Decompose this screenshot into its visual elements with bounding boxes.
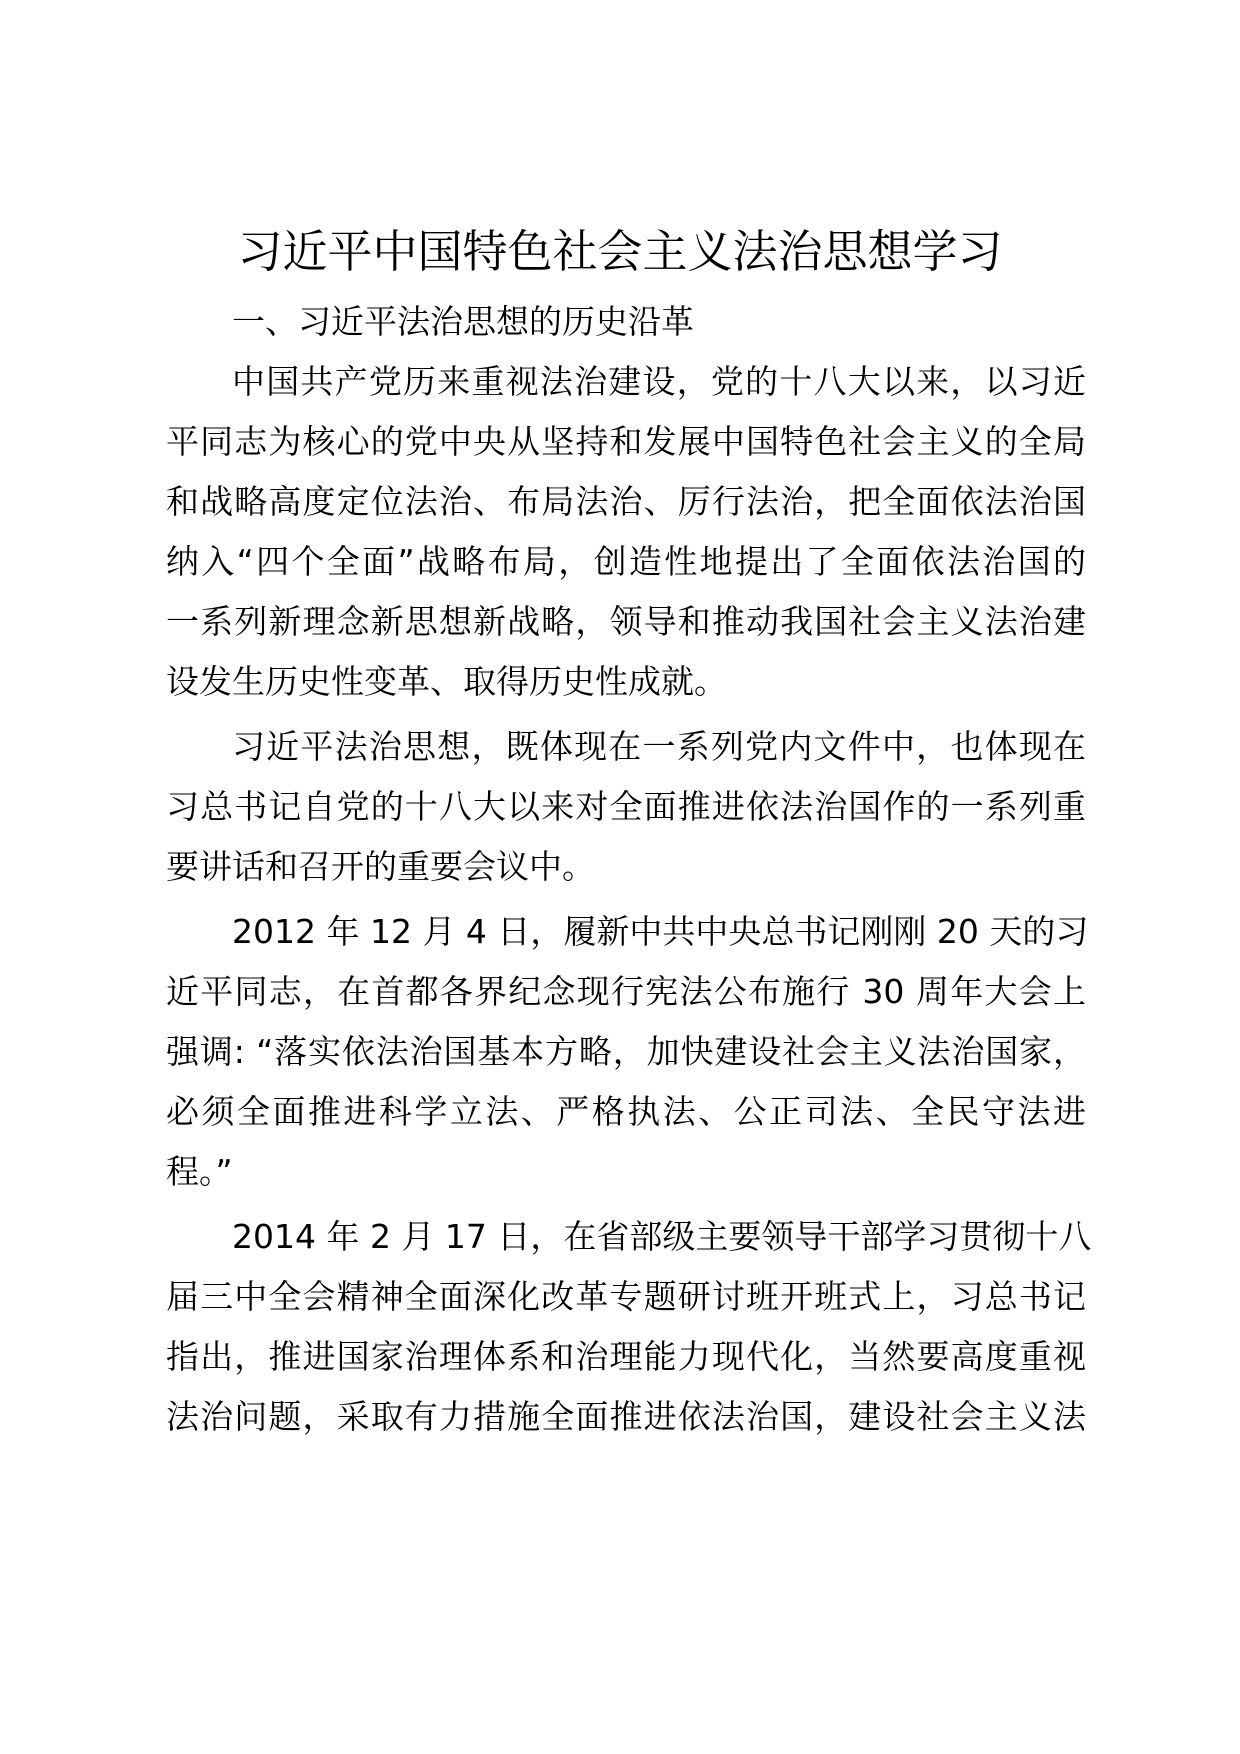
paragraph-line: 要讲话和召开的重要会议中。 [166,847,595,886]
paragraph-line: 必须全面推进科学立法、严格执法、公正司法、全民守法进 [166,1092,1086,1131]
section-heading: 一、习近平法治思想的历史沿革 [232,302,694,341]
paragraph-line: 2014 年 2 月 17 日，在省部级主要领导干部学习贯彻十八 [232,1217,1092,1256]
paragraph-line: 习近平法治思想，既体现在一系列党内文件中，也体现在 [232,727,1086,766]
paragraph-line: 一系列新理念新思想新战略，领导和推动我国社会主义法治建 [166,602,1086,641]
document-title: 习近平中国特色社会主义法治思想学习 [237,225,1003,278]
paragraph-line: 中国共产党历来重视法治建设，党的十八大以来，以习近 [232,362,1086,401]
paragraph-line: 纳入“四个全面”战略布局，创造性地提出了全面依法治国的 [166,542,1086,581]
paragraph-line: 程。” [166,1152,233,1191]
paragraph-line: 平同志为核心的党中央从坚持和发展中国特色社会主义的全局 [166,422,1086,461]
paragraph-line: 强调: “落实依法治国基本方略，加快建设社会主义法治国家， [166,1032,1086,1071]
paragraph-line: 近平同志，在首都各界纪念现行宪法公布施行 30 周年大会上 [166,972,1086,1011]
paragraph-line: 设发生历史性变革、取得历史性成就。 [166,662,727,701]
paragraph-line: 届三中全会精神全面深化改革专题研讨班开班式上，习总书记 [166,1277,1086,1316]
paragraph-line: 2012 年 12 月 4 日，履新中共中央总书记刚刚 20 天的习 [232,912,1089,951]
paragraph-line: 法治问题，采取有力措施全面推进依法治国，建设社会主义法 [166,1397,1086,1436]
paragraph-line: 和战略高度定位法治、布局法治、厉行法治，把全面依法治国 [166,482,1086,521]
paragraph-line: 习总书记自党的十八大以来对全面推进依法治国作的一系列重 [166,787,1086,826]
paragraph-line: 指出，推进国家治理体系和治理能力现代化，当然要高度重视 [166,1337,1086,1376]
